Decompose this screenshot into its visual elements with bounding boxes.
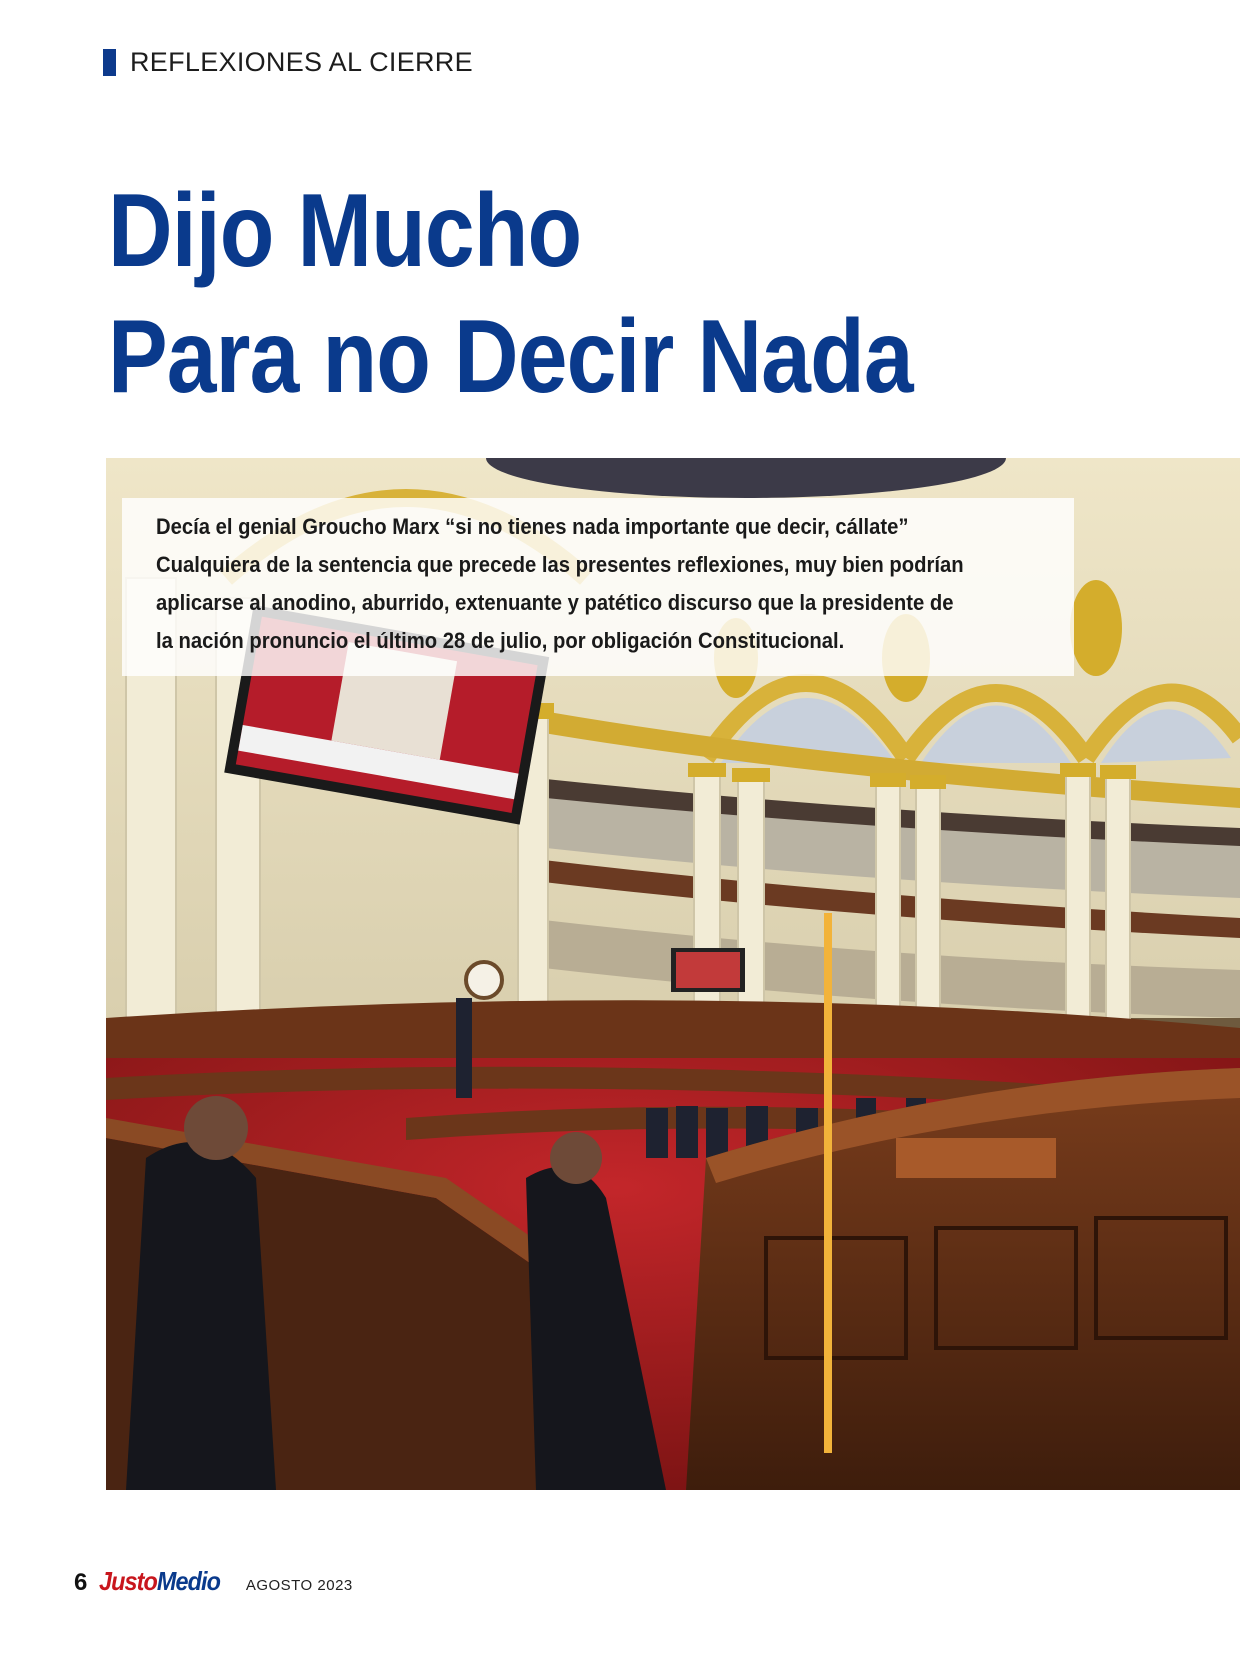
section-tag bbox=[103, 47, 473, 78]
issue-date: AGOSTO 2023 bbox=[245, 1577, 353, 1594]
congress-chamber-photo bbox=[106, 458, 1240, 1490]
lead-line-1: Decía el genial Groucho Marx “si no tienes nada importante que decir, cállate” bbox=[156, 514, 909, 539]
title-line-1: Dijo Mucho bbox=[108, 173, 582, 289]
section-marker bbox=[103, 49, 116, 76]
logo-part-justo: Justo bbox=[99, 1566, 158, 1596]
publication-logo bbox=[99, 1566, 220, 1597]
lead-line-3: aplicarse al anodino, aburrido, extenuante y patético discurso que la presidente de bbox=[156, 590, 954, 615]
title-line-2: Para no Decir Nada bbox=[108, 299, 913, 415]
page-footer bbox=[74, 1566, 353, 1597]
lead-line-2: Cualquiera de la sentencia que precede las presentes reflexiones, muy bien podrían bbox=[156, 552, 964, 577]
lead-paragraph bbox=[156, 508, 1076, 660]
accent-line bbox=[824, 913, 832, 1453]
lead-paragraph-box bbox=[122, 498, 1074, 676]
section-label: REFLEXIONES AL CIERRE bbox=[130, 47, 473, 77]
page-number: 6 bbox=[74, 1569, 88, 1596]
lead-line-4: la nación pronuncio el último 28 de julio, por obligación Constitucional. bbox=[156, 628, 845, 653]
article-title bbox=[108, 168, 913, 420]
logo-part-medio: Medio bbox=[157, 1566, 221, 1596]
